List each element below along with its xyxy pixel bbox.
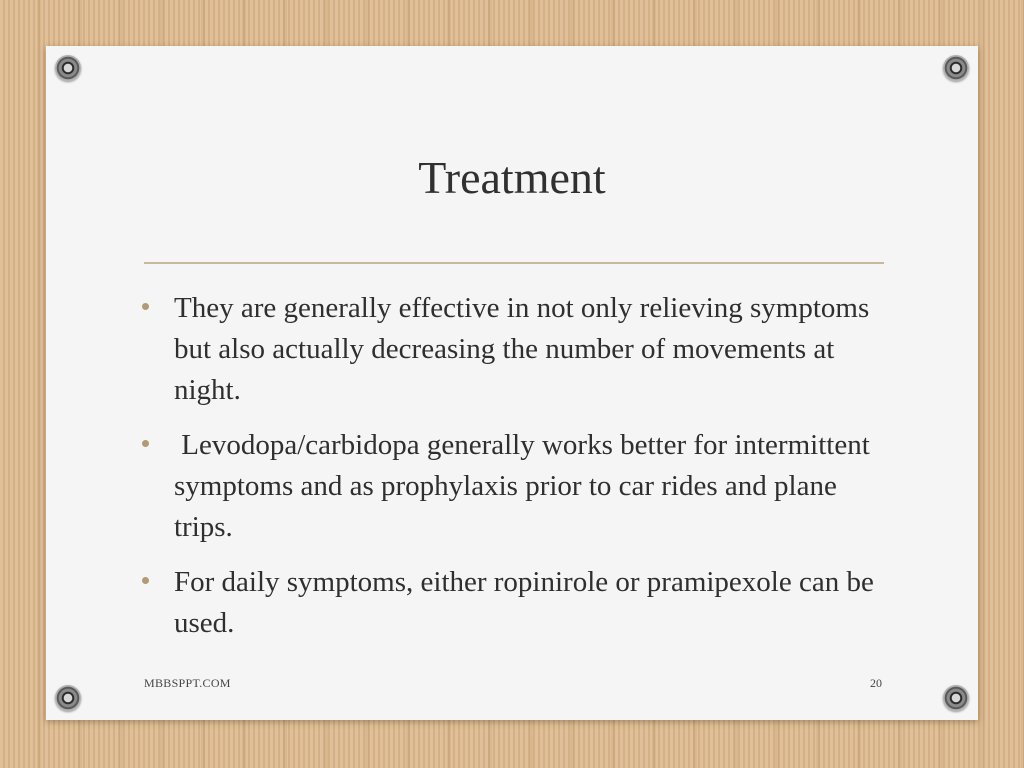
bullet-dot-icon (142, 577, 149, 584)
grommet-top-left-icon (55, 55, 81, 81)
grommet-top-right-icon (943, 55, 969, 81)
bullet-text: For daily symptoms, either ropinirole or pramipexole can be used. (174, 566, 874, 639)
footer-source: MBBSPPT.COM (144, 676, 231, 690)
bullet-dot-icon (142, 440, 149, 447)
grommet-bottom-left-icon (55, 685, 81, 711)
bullet-list (136, 288, 896, 658)
bullet-item (136, 562, 896, 644)
bullet-text: Levodopa/carbidopa generally works better for intermittent symptoms and as prophylaxis prior to car rides and plane trips. (174, 429, 877, 543)
title-divider (144, 262, 884, 264)
bullet-dot-icon (142, 303, 149, 310)
slide-title: Treatment (418, 152, 606, 203)
bullet-text: They are generally effective in not only relieving symptoms but also actually decreasing the number of movements at night. (174, 292, 870, 406)
slide-card (46, 46, 978, 720)
page-number: 20 (870, 676, 882, 690)
bullet-item (136, 425, 896, 548)
bullet-item (136, 288, 896, 411)
grommet-bottom-right-icon (943, 685, 969, 711)
